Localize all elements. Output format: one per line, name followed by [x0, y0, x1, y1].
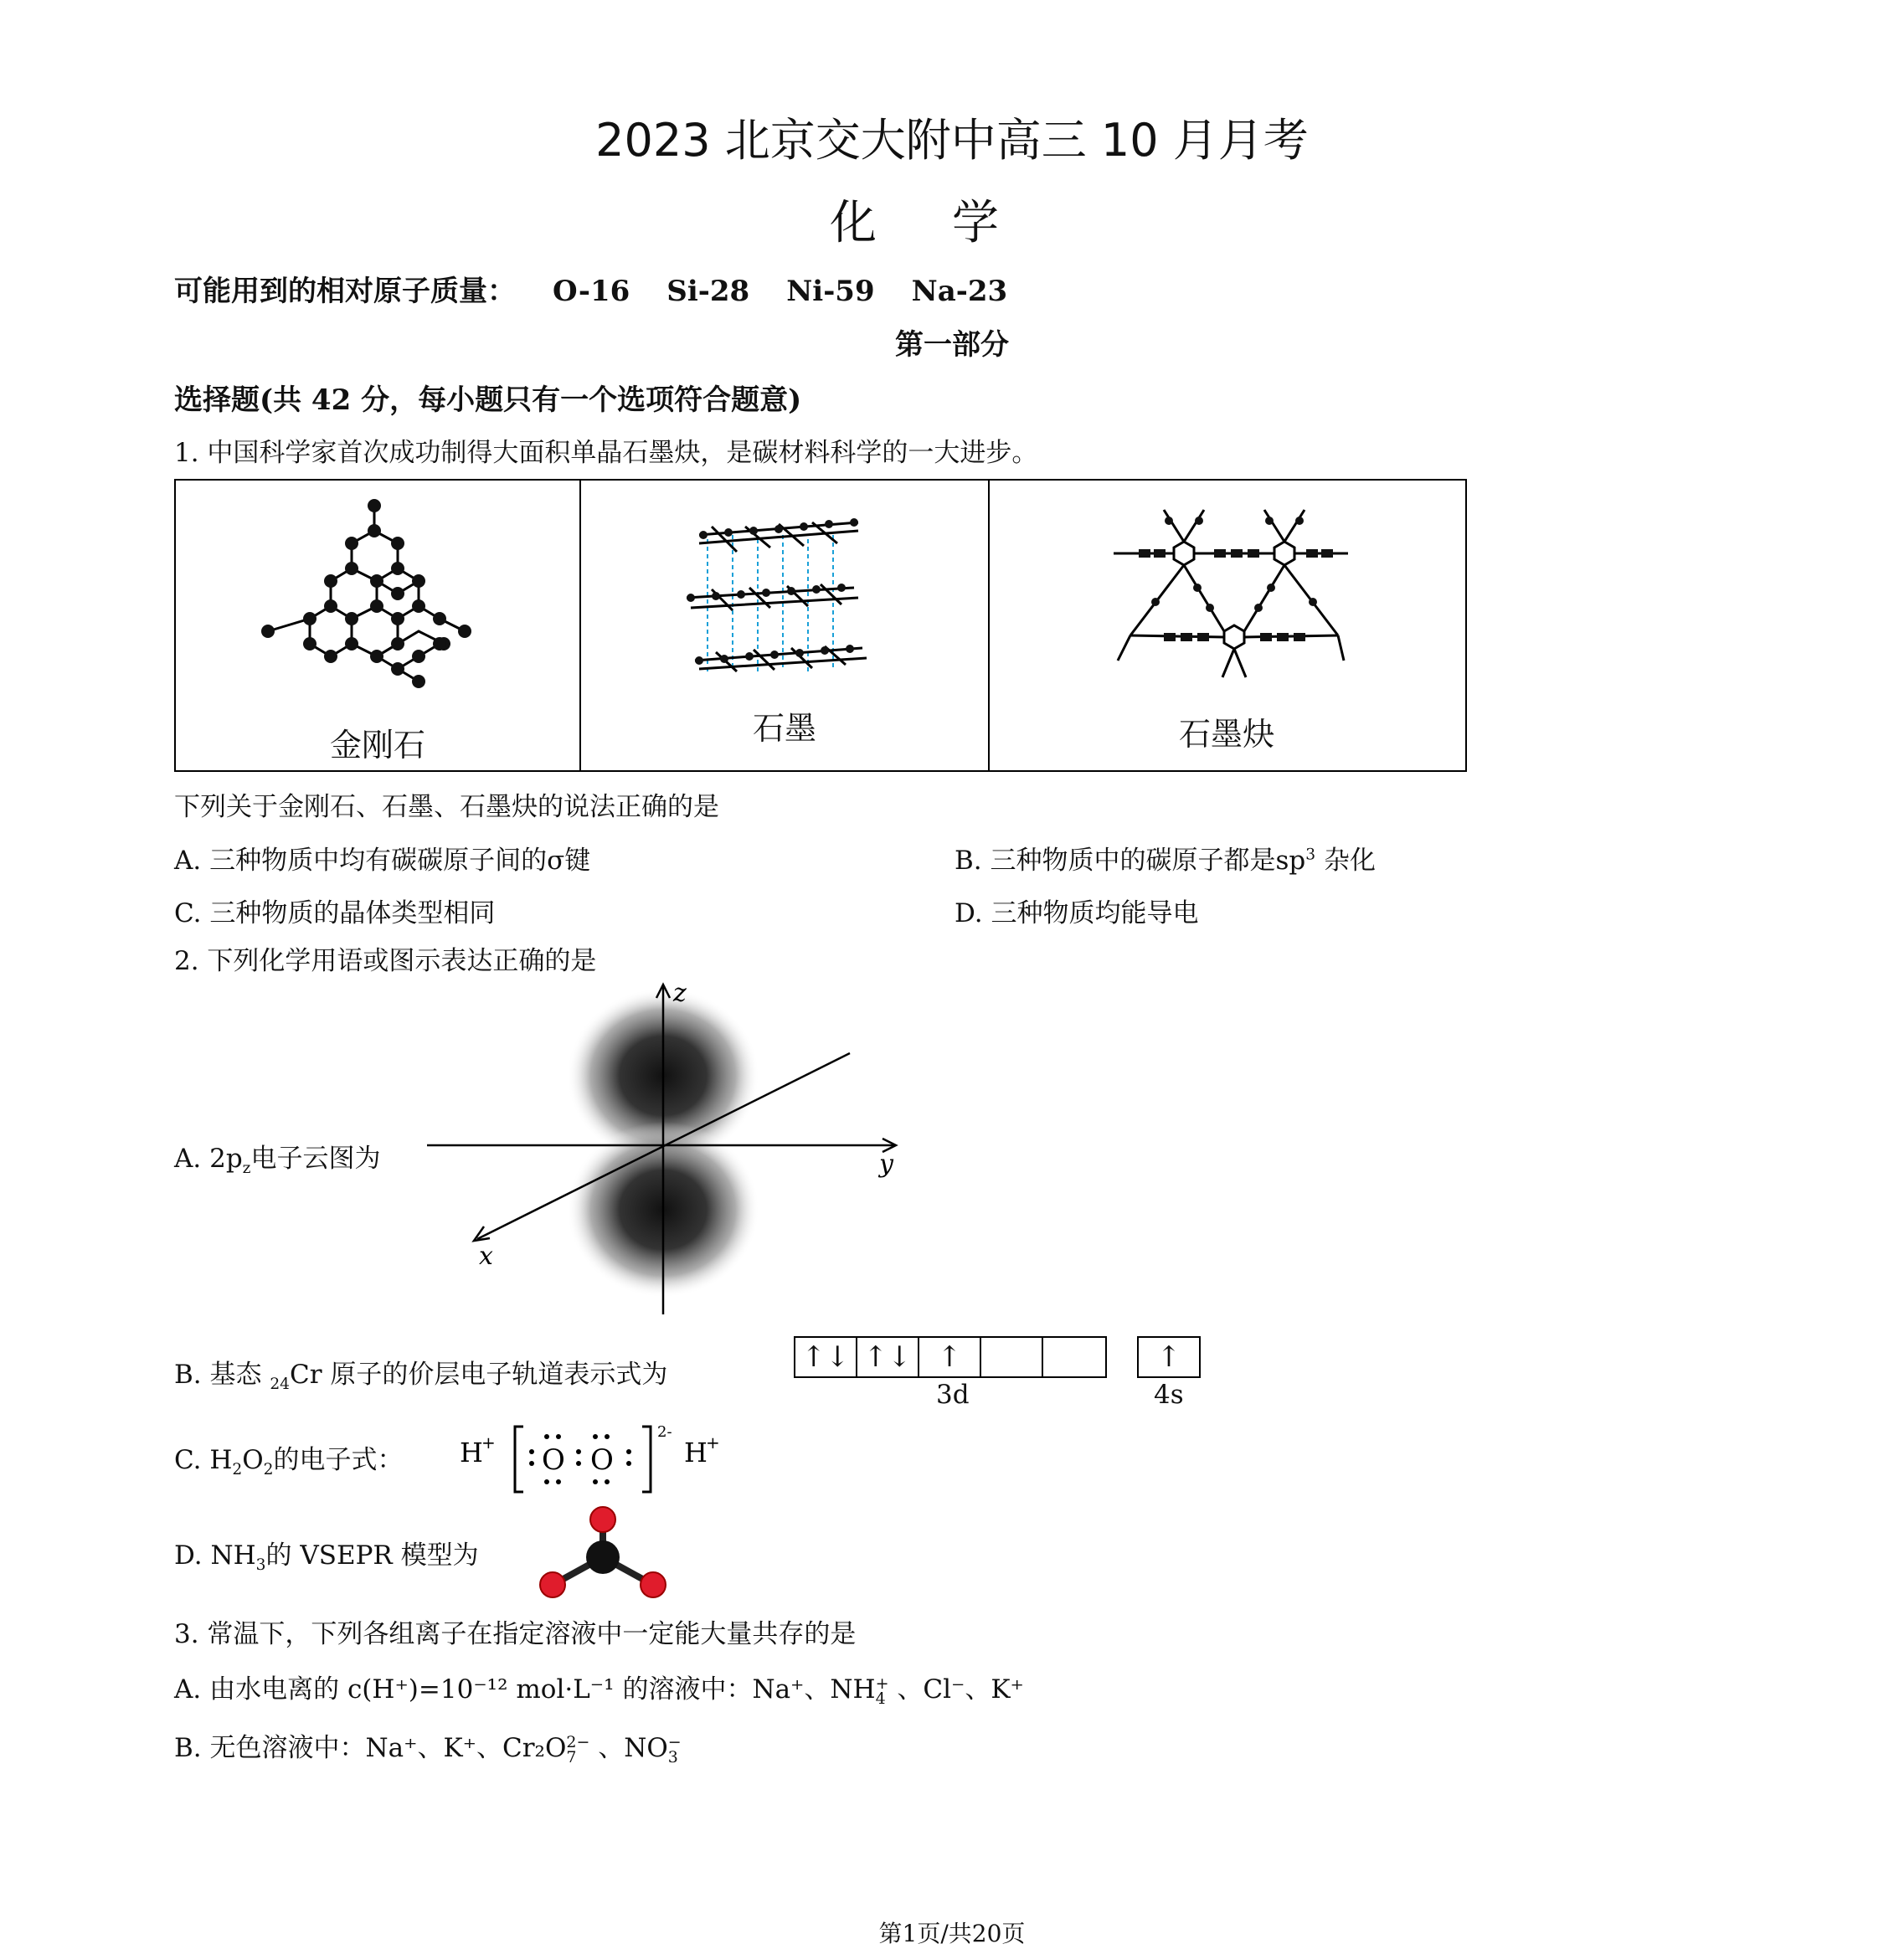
q2-option-a-pre: A. 2p — [174, 1144, 243, 1174]
q1-option-b-pre: B. 三种物质中的碳原子都是sp — [955, 846, 1306, 876]
q1-option-d: D. 三种物质均能导电 — [955, 898, 1199, 928]
orbital-3d-4 — [980, 1336, 1043, 1378]
axis-x-label: x — [479, 1242, 493, 1271]
q2-option-d-post: 的 VSEPR 模型为 — [265, 1540, 479, 1571]
mass-ni: Ni-59 — [786, 275, 875, 308]
no3-charge — [667, 1732, 682, 1766]
q3-option-a-tail: 、Cl⁻、K⁺ — [888, 1674, 1024, 1705]
nh4-sup: + — [875, 1674, 889, 1693]
q1-stem: 1. 中国科学家首次成功制得大面积单晶石墨炔，是碳材料科学的一大进步。 — [174, 438, 1038, 468]
q3-option-b-text: B. 无色溶液中：Na⁺、K⁺、Cr₂O — [174, 1733, 567, 1763]
q2-option-c-sub2: 2 — [263, 1461, 274, 1479]
orbital-4s-label: 4s — [1154, 1380, 1184, 1410]
figure-label-graphite: 石墨 — [752, 710, 816, 747]
orbital-3d-2: ↑↓ — [856, 1336, 919, 1378]
figure-label-diamond: 金刚石 — [329, 727, 425, 764]
page-footer: 第1页/共20页 — [878, 1920, 1026, 1947]
q2-option-b-pre: B. 基态 — [174, 1360, 270, 1390]
no3-sup: − — [667, 1732, 682, 1751]
orbital-diagram — [427, 980, 913, 1323]
q3-option-a — [174, 1668, 1024, 1706]
orbital-4s: ↑ — [1137, 1336, 1201, 1378]
graphdiyne-structure — [1114, 506, 1348, 681]
q1-option-a: A. 三种物质中均有碳碳原子间的σ键 — [174, 846, 591, 876]
vsepr-central-atom — [586, 1540, 620, 1574]
page-title: 2023 北京交大附中高三 10 月月考 — [595, 114, 1309, 167]
vsepr-ligand — [641, 1572, 666, 1597]
q2-option-b — [174, 1353, 667, 1393]
q2-option-b-sub: 24 — [270, 1376, 291, 1394]
hydrogen-left-charge: + — [481, 1432, 496, 1453]
q1-prompt: 下列关于金刚石、石墨、石墨炔的说法正确的是 — [174, 792, 719, 822]
atomic-masses — [174, 268, 1007, 309]
q3-option-b-mid: 、NO — [589, 1733, 668, 1763]
mass-si: Si-28 — [666, 275, 750, 308]
vsepr-model — [532, 1503, 674, 1603]
hydrogen-right-charge: + — [706, 1432, 720, 1453]
masses-label: 可能用到的相对原子质量： — [174, 275, 516, 308]
figure-label-graphdiyne: 石墨炔 — [1178, 716, 1274, 753]
vsepr-ligand — [590, 1507, 615, 1532]
hydrogen-right: H — [684, 1437, 708, 1468]
q2-stem: 2. 下列化学用语或图示表达正确的是 — [174, 946, 597, 976]
cr2o7-sub: 7 — [566, 1747, 577, 1766]
q2-option-a-post: 电子云图为 — [250, 1144, 381, 1174]
q2-option-d-sub: 3 — [255, 1556, 266, 1575]
oxygen-left: O — [542, 1443, 565, 1477]
nh4-sub: 4 — [875, 1689, 886, 1708]
q1-option-b-post: 杂化 — [1315, 846, 1376, 876]
q1-option-b-sup: 3 — [1305, 846, 1316, 864]
bracket-right — [642, 1427, 651, 1492]
no3-sub: 3 — [667, 1747, 678, 1766]
section-heading: 选择题(共 42 分，每小题只有一个选项符合题意) — [174, 383, 802, 417]
q2-option-d-pre: D. NH — [174, 1540, 256, 1571]
q2-option-d — [174, 1534, 479, 1574]
q2-option-c-mid: O — [242, 1445, 264, 1475]
orbital-3d-5 — [1042, 1336, 1107, 1378]
bracket-left — [515, 1427, 523, 1492]
cr2o7-charge — [566, 1732, 590, 1766]
bracket-charge: 2- — [657, 1423, 672, 1441]
q1-option-c: C. 三种物质的晶体类型相同 — [174, 898, 496, 928]
part-heading: 第一部分 — [895, 328, 1009, 362]
subject-title: 化学 — [830, 196, 1074, 250]
nh4-charge — [876, 1676, 889, 1706]
axis-z-label: z — [673, 980, 687, 1008]
vsepr-ligand — [540, 1572, 565, 1597]
q3-option-a-text: A. 由水电离的 c(H⁺)=10⁻¹² mol·L⁻¹ 的溶液中：Na⁺、NH — [174, 1674, 876, 1705]
q2-option-c-sub1: 2 — [232, 1461, 243, 1479]
mass-na: Na-23 — [911, 275, 1008, 308]
graphite-structure — [687, 506, 871, 681]
q2-option-a — [174, 1137, 380, 1177]
orbital-3d-1: ↑↓ — [794, 1336, 857, 1378]
q3-stem: 3. 常温下，下列各组离子在指定溶液中一定能大量共存的是 — [174, 1619, 857, 1649]
orbital-3d-3: ↑ — [918, 1336, 981, 1378]
cr2o7-sup: 2− — [566, 1732, 590, 1751]
q2-option-c-post: 的电子式： — [273, 1445, 404, 1475]
q2-option-c-pre: C. H — [174, 1445, 233, 1475]
hydrogen-left: H — [460, 1437, 483, 1468]
q2-option-b-post: Cr 原子的价层电子轨道表示式为 — [290, 1360, 668, 1390]
q3-option-b — [174, 1726, 682, 1765]
mass-o: O-16 — [553, 275, 630, 308]
oxygen-right: O — [590, 1443, 614, 1477]
h2o2-electron-formula — [456, 1415, 741, 1499]
diamond-structure — [260, 497, 494, 690]
q2-option-a-sub: z — [242, 1160, 251, 1178]
q1-option-b — [955, 839, 1376, 877]
q1-figure-table — [174, 479, 1467, 772]
q2-option-c — [174, 1438, 403, 1478]
orbital-3d-label: 3d — [936, 1380, 970, 1410]
axis-y-label: y — [879, 1149, 893, 1179]
